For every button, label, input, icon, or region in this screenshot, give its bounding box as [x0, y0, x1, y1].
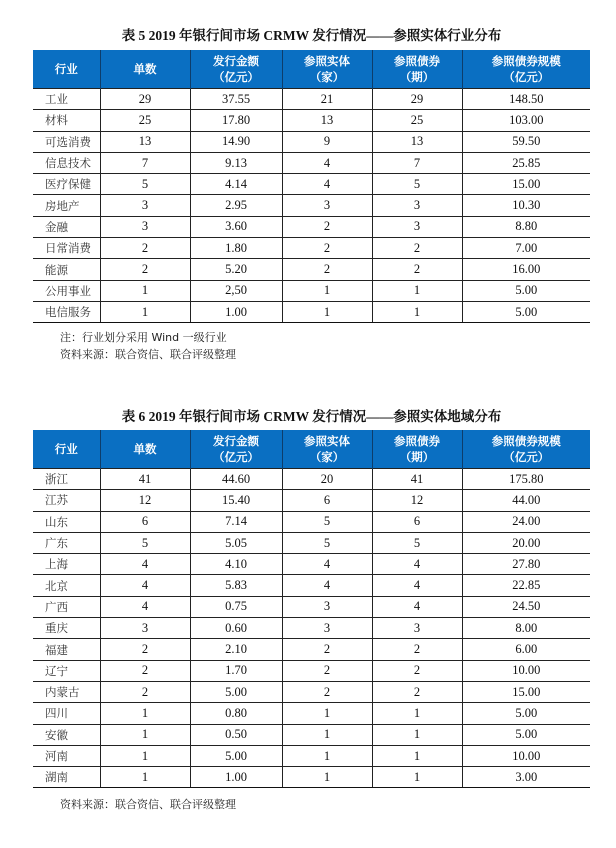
value-cell: 15.40 [190, 490, 282, 511]
value-cell: 5.05 [190, 532, 282, 553]
value-cell: 5.00 [462, 301, 590, 322]
value-cell: 59.50 [462, 131, 590, 152]
value-cell: 7.00 [462, 238, 590, 259]
value-cell: 25 [372, 110, 462, 131]
column-header [372, 430, 462, 469]
table-row [33, 490, 590, 511]
row-label-cell: 福建 [33, 639, 100, 660]
column-header-line: 行业 [54, 442, 78, 456]
value-cell: 17.80 [190, 110, 282, 131]
value-cell: 3 [372, 216, 462, 237]
table-row [33, 89, 590, 110]
value-cell: 20 [282, 469, 372, 490]
table5-industry-distribution [33, 50, 590, 323]
value-cell: 2 [100, 639, 190, 660]
column-header-line: （亿元） [503, 70, 550, 84]
value-cell: 24.50 [462, 596, 590, 617]
value-cell: 4 [372, 554, 462, 575]
table6-region-distribution [33, 430, 590, 788]
table-row [33, 639, 590, 660]
column-header-line: 单数 [133, 442, 157, 456]
value-cell: 7 [100, 152, 190, 173]
row-label-cell: 河南 [33, 745, 100, 766]
value-cell: 2 [282, 639, 372, 660]
value-cell: 25 [100, 110, 190, 131]
value-cell: 4.10 [190, 554, 282, 575]
value-cell: 1 [372, 767, 462, 788]
column-header-line: 单数 [133, 62, 157, 76]
column-header-line: （亿元） [213, 70, 259, 84]
value-cell: 1 [100, 280, 190, 301]
table-row [33, 618, 590, 639]
value-cell: 2 [282, 216, 372, 237]
value-cell: 13 [100, 131, 190, 152]
value-cell: 0.60 [190, 618, 282, 639]
column-header-line: （亿元） [503, 450, 550, 464]
value-cell: 2 [372, 238, 462, 259]
value-cell: 4 [100, 554, 190, 575]
table-row [33, 554, 590, 575]
value-cell: 3 [100, 195, 190, 216]
column-header-line: （家） [309, 450, 345, 464]
column-header [282, 430, 372, 469]
value-cell: 2.95 [190, 195, 282, 216]
value-cell: 1 [372, 745, 462, 766]
table-row [33, 596, 590, 617]
table-row [33, 174, 590, 195]
value-cell: 8.80 [462, 216, 590, 237]
value-cell: 44.00 [462, 490, 590, 511]
value-cell: 1 [282, 767, 372, 788]
value-cell: 5 [100, 532, 190, 553]
value-cell: 3 [100, 216, 190, 237]
column-header [33, 50, 100, 89]
header-row [33, 430, 590, 469]
value-cell: 1 [100, 703, 190, 724]
value-cell: 4 [282, 174, 372, 195]
column-header-line: 参照实体 [304, 434, 350, 448]
value-cell: 10.00 [462, 660, 590, 681]
table6-source: 资料来源：联合资信、联合评级整理 [60, 798, 236, 811]
value-cell: 9 [282, 131, 372, 152]
value-cell: 1 [100, 745, 190, 766]
column-header-line: 行业 [54, 62, 78, 76]
value-cell: 4.14 [190, 174, 282, 195]
value-cell: 3 [282, 195, 372, 216]
table-row [33, 745, 590, 766]
table-row [33, 195, 590, 216]
table-row [33, 681, 590, 702]
column-header-line: 发行金额 [213, 434, 259, 448]
column-header-line: 发行金额 [213, 54, 259, 68]
table-row [33, 724, 590, 745]
value-cell: 14.90 [190, 131, 282, 152]
header-row [33, 50, 590, 89]
column-header-line: 参照债券规模 [491, 434, 561, 448]
table-row [33, 469, 590, 490]
value-cell: 2,50 [190, 280, 282, 301]
value-cell: 22.85 [462, 575, 590, 596]
value-cell: 6 [100, 511, 190, 532]
table-row [33, 532, 590, 553]
value-cell: 0.50 [190, 724, 282, 745]
value-cell: 3 [100, 618, 190, 639]
value-cell: 24.00 [462, 511, 590, 532]
row-label-cell: 可选消费 [33, 131, 100, 152]
column-header-line: （亿元） [213, 450, 259, 464]
value-cell: 5 [100, 174, 190, 195]
value-cell: 3 [372, 618, 462, 639]
value-cell: 37.55 [190, 89, 282, 110]
value-cell: 21 [282, 89, 372, 110]
value-cell: 2.10 [190, 639, 282, 660]
value-cell: 6 [282, 490, 372, 511]
row-label-cell: 湖南 [33, 767, 100, 788]
value-cell: 1 [100, 767, 190, 788]
table-row [33, 152, 590, 173]
value-cell: 5 [372, 174, 462, 195]
row-label-cell: 辽宁 [33, 660, 100, 681]
column-header [190, 50, 282, 89]
value-cell: 44.60 [190, 469, 282, 490]
value-cell: 27.80 [462, 554, 590, 575]
value-cell: 1 [282, 301, 372, 322]
column-header-line: （期） [399, 70, 435, 84]
value-cell: 4 [282, 554, 372, 575]
table5-note: 注：行业划分采用 Wind 一级行业 [60, 331, 227, 344]
value-cell: 2 [100, 660, 190, 681]
value-cell: 2 [100, 259, 190, 280]
column-header-line: 参照债券规模 [491, 54, 561, 68]
value-cell: 5 [372, 532, 462, 553]
value-cell: 2 [282, 660, 372, 681]
row-label-cell: 江苏 [33, 490, 100, 511]
value-cell: 1 [282, 703, 372, 724]
row-label-cell: 重庆 [33, 618, 100, 639]
value-cell: 3 [282, 596, 372, 617]
column-header [100, 50, 190, 89]
value-cell: 5.00 [190, 745, 282, 766]
value-cell: 3 [372, 195, 462, 216]
value-cell: 12 [100, 490, 190, 511]
value-cell: 1 [282, 745, 372, 766]
value-cell: 29 [372, 89, 462, 110]
value-cell: 5.00 [462, 280, 590, 301]
row-label-cell: 山东 [33, 511, 100, 532]
value-cell: 148.50 [462, 89, 590, 110]
value-cell: 3 [282, 618, 372, 639]
value-cell: 4 [282, 575, 372, 596]
value-cell: 1.70 [190, 660, 282, 681]
value-cell: 3.00 [462, 767, 590, 788]
value-cell: 1.80 [190, 238, 282, 259]
table-row [33, 511, 590, 532]
value-cell: 3.60 [190, 216, 282, 237]
value-cell: 5.00 [462, 724, 590, 745]
value-cell: 2 [372, 259, 462, 280]
value-cell: 29 [100, 89, 190, 110]
value-cell: 16.00 [462, 259, 590, 280]
row-label-cell: 日常消费 [33, 238, 100, 259]
table-row [33, 575, 590, 596]
value-cell: 1 [372, 280, 462, 301]
row-label-cell: 能源 [33, 259, 100, 280]
column-header-line: 参照实体 [304, 54, 350, 68]
column-header-line: 参照债券 [394, 54, 440, 68]
column-header [282, 50, 372, 89]
row-label-cell: 广东 [33, 532, 100, 553]
row-label-cell: 北京 [33, 575, 100, 596]
value-cell: 4 [100, 596, 190, 617]
value-cell: 4 [282, 152, 372, 173]
value-cell: 2 [372, 681, 462, 702]
table-row [33, 238, 590, 259]
value-cell: 7 [372, 152, 462, 173]
value-cell: 41 [100, 469, 190, 490]
column-header-line: （家） [309, 70, 345, 84]
value-cell: 10.00 [462, 745, 590, 766]
value-cell: 1 [282, 724, 372, 745]
value-cell: 5 [282, 511, 372, 532]
value-cell: 175.80 [462, 469, 590, 490]
table-row [33, 259, 590, 280]
column-header [190, 430, 282, 469]
value-cell: 13 [372, 131, 462, 152]
value-cell: 5.00 [462, 703, 590, 724]
column-header [462, 430, 590, 469]
table5-title: 表 5 2019 年银行间市场 CRMW 发行情况——参照实体行业分布 [121, 28, 502, 43]
row-label-cell: 四川 [33, 703, 100, 724]
value-cell: 20.00 [462, 532, 590, 553]
value-cell: 25.85 [462, 152, 590, 173]
value-cell: 4 [100, 575, 190, 596]
value-cell: 1.00 [190, 767, 282, 788]
table-row [33, 131, 590, 152]
value-cell: 1 [372, 301, 462, 322]
value-cell: 15.00 [462, 681, 590, 702]
table-row [33, 110, 590, 131]
row-label-cell: 信息技术 [33, 152, 100, 173]
row-label-cell: 金融 [33, 216, 100, 237]
row-label-cell: 广西 [33, 596, 100, 617]
row-label-cell: 电信服务 [33, 301, 100, 322]
table-row [33, 301, 590, 322]
value-cell: 2 [372, 660, 462, 681]
column-header [372, 50, 462, 89]
table-row [33, 280, 590, 301]
value-cell: 10.30 [462, 195, 590, 216]
row-label-cell: 浙江 [33, 469, 100, 490]
value-cell: 2 [282, 681, 372, 702]
column-header [33, 430, 100, 469]
row-label-cell: 上海 [33, 554, 100, 575]
value-cell: 5 [282, 532, 372, 553]
value-cell: 5.20 [190, 259, 282, 280]
column-header [100, 430, 190, 469]
value-cell: 6 [372, 511, 462, 532]
value-cell: 6.00 [462, 639, 590, 660]
value-cell: 1 [282, 280, 372, 301]
value-cell: 1.00 [190, 301, 282, 322]
value-cell: 1 [372, 703, 462, 724]
table-row [33, 216, 590, 237]
column-header-line: 参照债券 [394, 434, 440, 448]
row-label-cell: 内蒙古 [33, 681, 100, 702]
value-cell: 103.00 [462, 110, 590, 131]
value-cell: 7.14 [190, 511, 282, 532]
value-cell: 4 [372, 596, 462, 617]
value-cell: 0.75 [190, 596, 282, 617]
value-cell: 12 [372, 490, 462, 511]
value-cell: 5.83 [190, 575, 282, 596]
row-label-cell: 医疗保健 [33, 174, 100, 195]
value-cell: 2 [372, 639, 462, 660]
column-header [462, 50, 590, 89]
row-label-cell: 材料 [33, 110, 100, 131]
value-cell: 0.80 [190, 703, 282, 724]
column-header-line: （期） [399, 450, 435, 464]
value-cell: 2 [282, 238, 372, 259]
value-cell: 8.00 [462, 618, 590, 639]
row-label-cell: 公用事业 [33, 280, 100, 301]
value-cell: 1 [100, 724, 190, 745]
row-label-cell: 工业 [33, 89, 100, 110]
table5-source: 资料来源：联合资信、联合评级整理 [60, 348, 236, 361]
table-row [33, 767, 590, 788]
table-row [33, 660, 590, 681]
value-cell: 2 [100, 238, 190, 259]
table-row [33, 703, 590, 724]
value-cell: 9.13 [190, 152, 282, 173]
row-label-cell: 安徽 [33, 724, 100, 745]
value-cell: 13 [282, 110, 372, 131]
value-cell: 1 [372, 724, 462, 745]
value-cell: 2 [100, 681, 190, 702]
value-cell: 15.00 [462, 174, 590, 195]
row-label-cell: 房地产 [33, 195, 100, 216]
table6-title: 表 6 2019 年银行间市场 CRMW 发行情况——参照实体地域分布 [121, 409, 502, 424]
value-cell: 4 [372, 575, 462, 596]
value-cell: 5.00 [190, 681, 282, 702]
value-cell: 41 [372, 469, 462, 490]
value-cell: 1 [100, 301, 190, 322]
value-cell: 2 [282, 259, 372, 280]
